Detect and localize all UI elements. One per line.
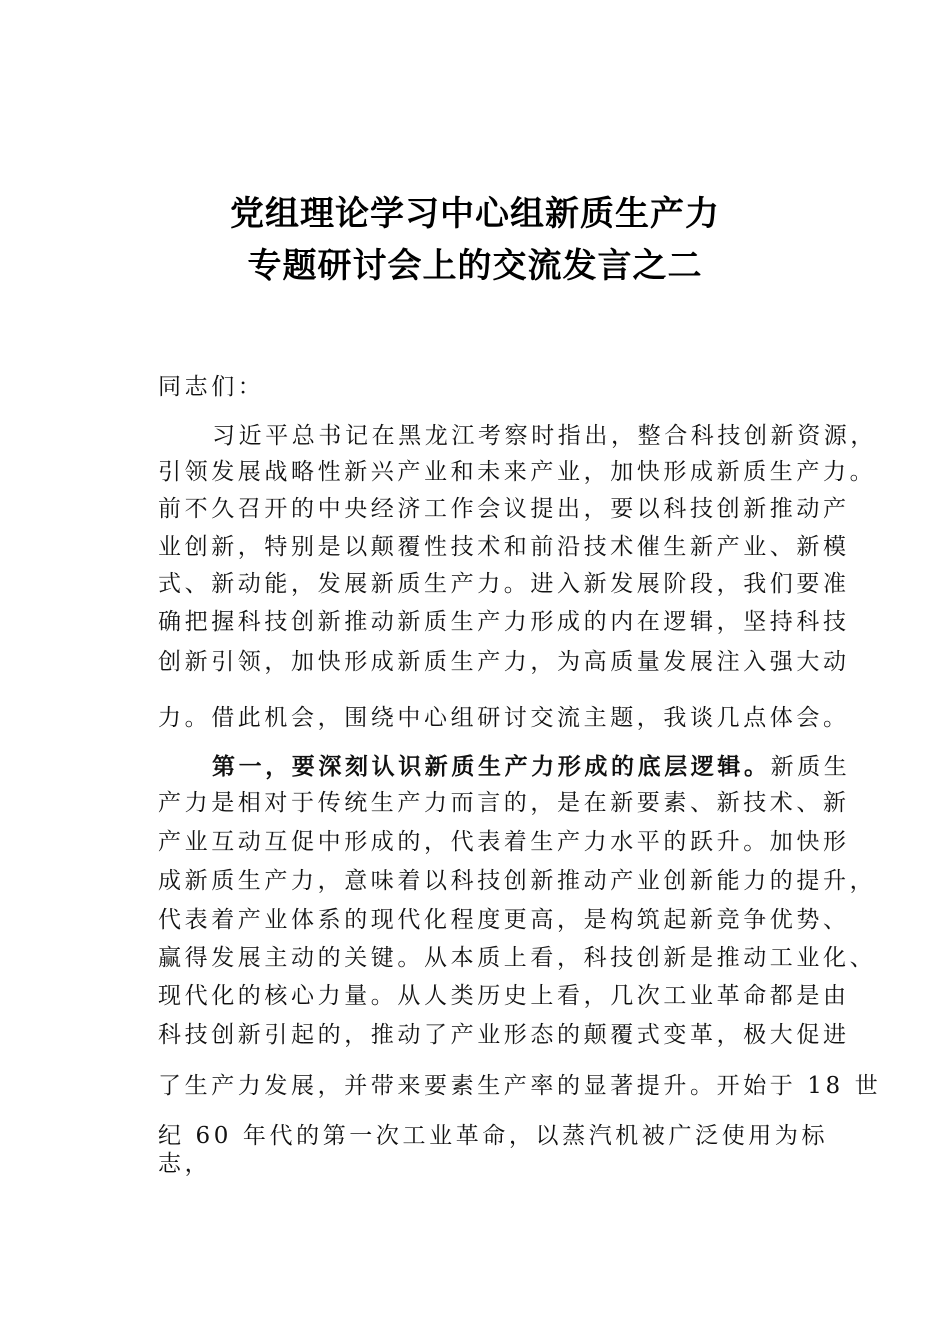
- paragraph-first-line: [212, 752, 850, 782]
- paragraph-line: 产力是相对于传统生产力而言的，是在新要素、新技术、新: [158, 790, 850, 816]
- paragraph-line: 科技创新引起的，推动了产业形态的颠覆式变革，极大促进: [158, 1022, 850, 1048]
- paragraph-line: 现代化的核心力量。从人类历史上看，几次工业革命都是由: [158, 983, 850, 1009]
- salutation: 同志们：: [158, 374, 265, 400]
- document-title-line-2: 专题研讨会上的交流发言之二: [247, 246, 703, 286]
- document-title-line-1: 党组理论学习中心组新质生产力: [230, 194, 720, 234]
- paragraph-line: 习近平总书记在黑龙江考察时指出，整合科技创新资源，: [212, 423, 877, 449]
- paragraph-line: 纪 60 年代的第一次工业革命，以蒸汽机被广泛使用为标: [158, 1123, 829, 1149]
- paragraph-line: 式、新动能，发展新质生产力。进入新发展阶段，我们要准: [158, 571, 850, 597]
- section-heading: 第一，要深刻认识新质生产力形成的底层逻辑。: [212, 753, 771, 780]
- paragraph-line: 确把握科技创新推动新质生产力形成的内在逻辑，坚持科技: [158, 609, 850, 635]
- paragraph-line: 代表着产业体系的现代化程度更高，是构筑起新竞争优势、: [158, 907, 850, 933]
- paragraph-line: 赢得发展主动的关键。从本质上看，科技创新是推动工业化、: [158, 945, 877, 971]
- paragraph-line: 志，: [158, 1151, 212, 1177]
- paragraph-line: 业创新，特别是以颠覆性技术和前沿技术催生新产业、新模: [158, 534, 850, 560]
- paragraph-line: 成新质生产力，意味着以科技创新推动产业创新能力的提升，: [158, 868, 877, 894]
- paragraph-line: 力。借此机会，围绕中心组研讨交流主题，我谈几点体会。: [158, 705, 850, 731]
- paragraph-line: 创新引领，加快形成新质生产力，为高质量发展注入强大动: [158, 649, 850, 675]
- paragraph-line: 引领发展战略性新兴产业和未来产业，加快形成新质生产力。: [158, 459, 877, 485]
- paragraph-line: 了生产力发展，并带来要素生产率的显著提升。开始于 18 世: [158, 1073, 882, 1099]
- paragraph-line: 前不久召开的中央经济工作会议提出，要以科技创新推动产: [158, 496, 850, 522]
- paragraph-text: 新质生: [770, 754, 851, 780]
- paragraph-line: 产业互动互促中形成的，代表着生产力水平的跃升。加快形: [158, 829, 850, 855]
